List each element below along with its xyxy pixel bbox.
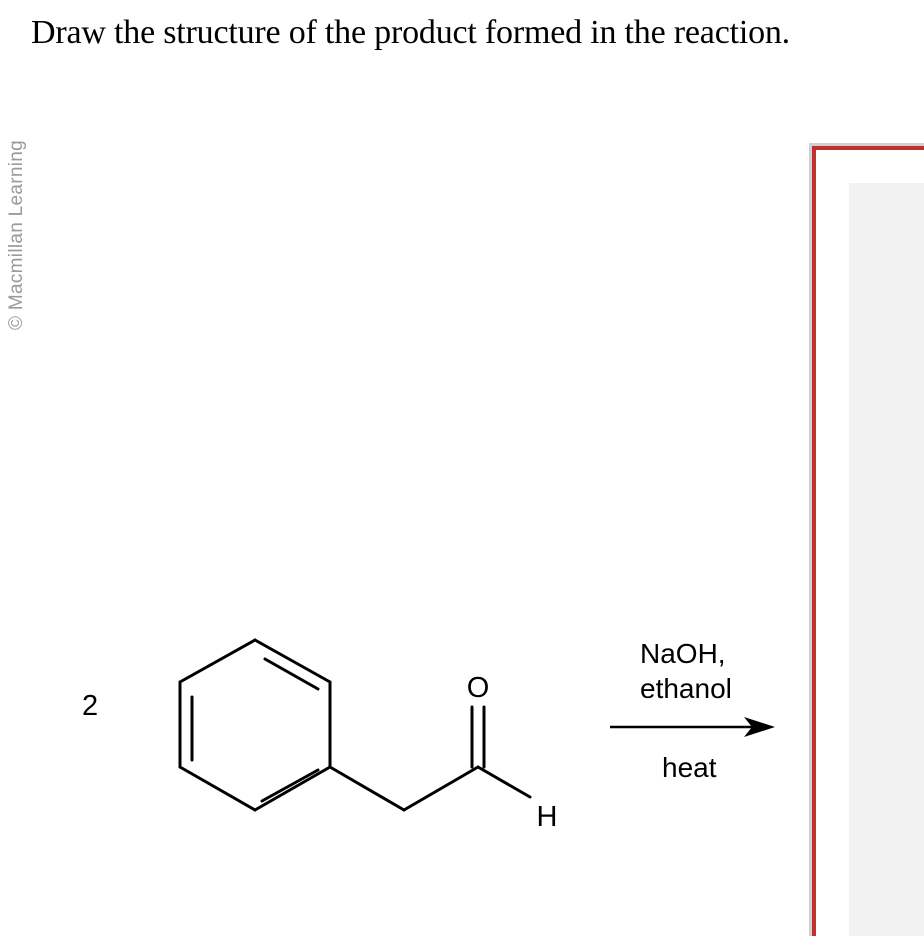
watermark-text: © Macmillan Learning — [6, 139, 27, 330]
drawing-canvas[interactable] — [849, 183, 924, 936]
question-prompt: Draw the structure of the product formed in the reaction. — [31, 14, 790, 51]
ch2-carbonyl-bond — [404, 767, 478, 810]
ring-bond — [180, 640, 255, 682]
ch2-bond — [330, 767, 404, 810]
ring-bond — [180, 767, 255, 810]
aldehyde-h-bond — [478, 767, 530, 797]
ring-double-bond — [265, 659, 318, 689]
hydrogen-atom-label: H — [536, 801, 558, 833]
ring-bond — [255, 767, 330, 810]
reaction-condition: heat — [662, 752, 717, 783]
reaction-arrow — [610, 717, 775, 737]
oxygen-atom-label: O — [466, 672, 490, 704]
reagent-solvent: ethanol — [640, 673, 732, 704]
ring-double-bond — [262, 770, 318, 801]
reagent-base: NaOH, — [640, 638, 726, 669]
reactant-coefficient: 2 — [82, 690, 99, 722]
